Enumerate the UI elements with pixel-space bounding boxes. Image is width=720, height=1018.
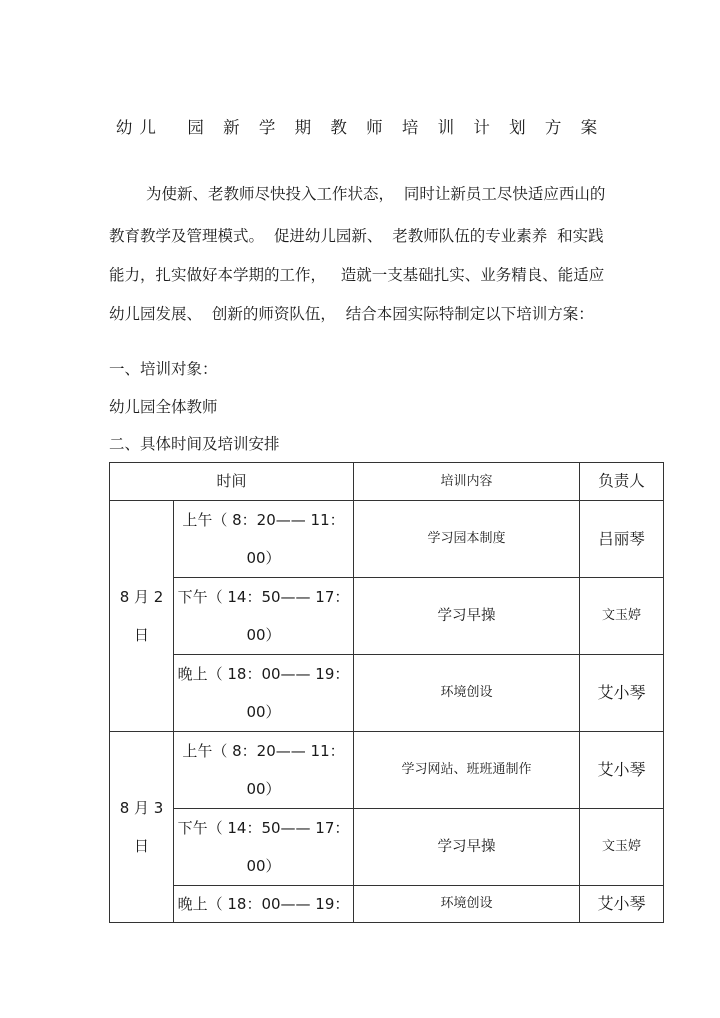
time-line: 00） <box>246 626 281 644</box>
date-line: 8 月 3 <box>119 799 164 817</box>
time-line: 下午（ 14：50—— 17： <box>177 588 350 606</box>
time-line: 00） <box>246 549 281 567</box>
date-line: 日 <box>133 837 149 855</box>
training-schedule-table <box>109 462 664 923</box>
person-cell: 艾小琴 <box>580 655 664 732</box>
time-line: 晚上（ 18：00—— 19： <box>177 895 350 913</box>
section1-body: 幼儿园全体教师 <box>109 398 218 416</box>
header-content: 培训内容 <box>354 463 580 501</box>
time-line: 上午（ 8：20—— 11： <box>182 511 345 529</box>
date-cell <box>110 732 174 923</box>
time-cell <box>174 501 354 578</box>
content-cell: 学习园本制度 <box>354 501 580 578</box>
table-row <box>110 732 664 809</box>
time-cell <box>174 809 354 886</box>
section2-heading: 二、具体时间及培训安排 <box>109 435 280 453</box>
time-cell <box>174 732 354 809</box>
person-cell: 艾小琴 <box>580 886 664 923</box>
date-line: 日 <box>133 626 149 644</box>
intro-line-1: 为使新、老教师尽快投入工作状态， 同时让新员工尽快适应西山的 <box>146 185 606 203</box>
table-row <box>110 886 664 923</box>
content-cell: 学习早操 <box>354 809 580 886</box>
table-header-row <box>110 463 664 501</box>
table-row <box>110 501 664 578</box>
header-person: 负责人 <box>580 463 664 501</box>
time-cell <box>174 886 354 923</box>
content-cell: 学习早操 <box>354 578 580 655</box>
time-line: 晚上（ 18：00—— 19： <box>177 665 350 683</box>
time-line: 00） <box>246 780 281 798</box>
document-title: 幼儿 园 新 学 期 教 师 培 训 计 划 方 案 <box>115 118 605 137</box>
time-line: 下午（ 14：50—— 17： <box>177 819 350 837</box>
section1-heading: 一、培训对象： <box>109 360 218 378</box>
time-line: 00） <box>246 857 281 875</box>
time-line: 00） <box>246 703 281 721</box>
table-row <box>110 655 664 732</box>
person-cell: 文玉婷 <box>580 578 664 655</box>
time-cell <box>174 578 354 655</box>
intro-line-3: 能力，扎实做好本学期的工作， 造就一支基础扎实、业务精良、能适应 <box>109 266 605 284</box>
intro-line-2: 教育教学及管理模式。 促进幼儿园新、 老教师队伍的专业素养 和实践 <box>109 227 604 245</box>
content-cell: 环境创设 <box>354 886 580 923</box>
content-cell: 学习网站、班班通制作 <box>354 732 580 809</box>
time-cell <box>174 655 354 732</box>
date-line: 8 月 2 <box>119 588 164 606</box>
time-line: 上午（ 8：20—— 11： <box>182 742 345 760</box>
person-cell: 文玉婷 <box>580 809 664 886</box>
date-cell <box>110 501 174 732</box>
header-time: 时间 <box>110 463 354 501</box>
person-cell: 艾小琴 <box>580 732 664 809</box>
table-row <box>110 809 664 886</box>
content-cell: 环境创设 <box>354 655 580 732</box>
table-row <box>110 578 664 655</box>
person-cell: 吕丽琴 <box>580 501 664 578</box>
intro-line-4: 幼儿园发展、 创新的师资队伍， 结合本园实际特制定以下培训方案： <box>109 305 594 323</box>
